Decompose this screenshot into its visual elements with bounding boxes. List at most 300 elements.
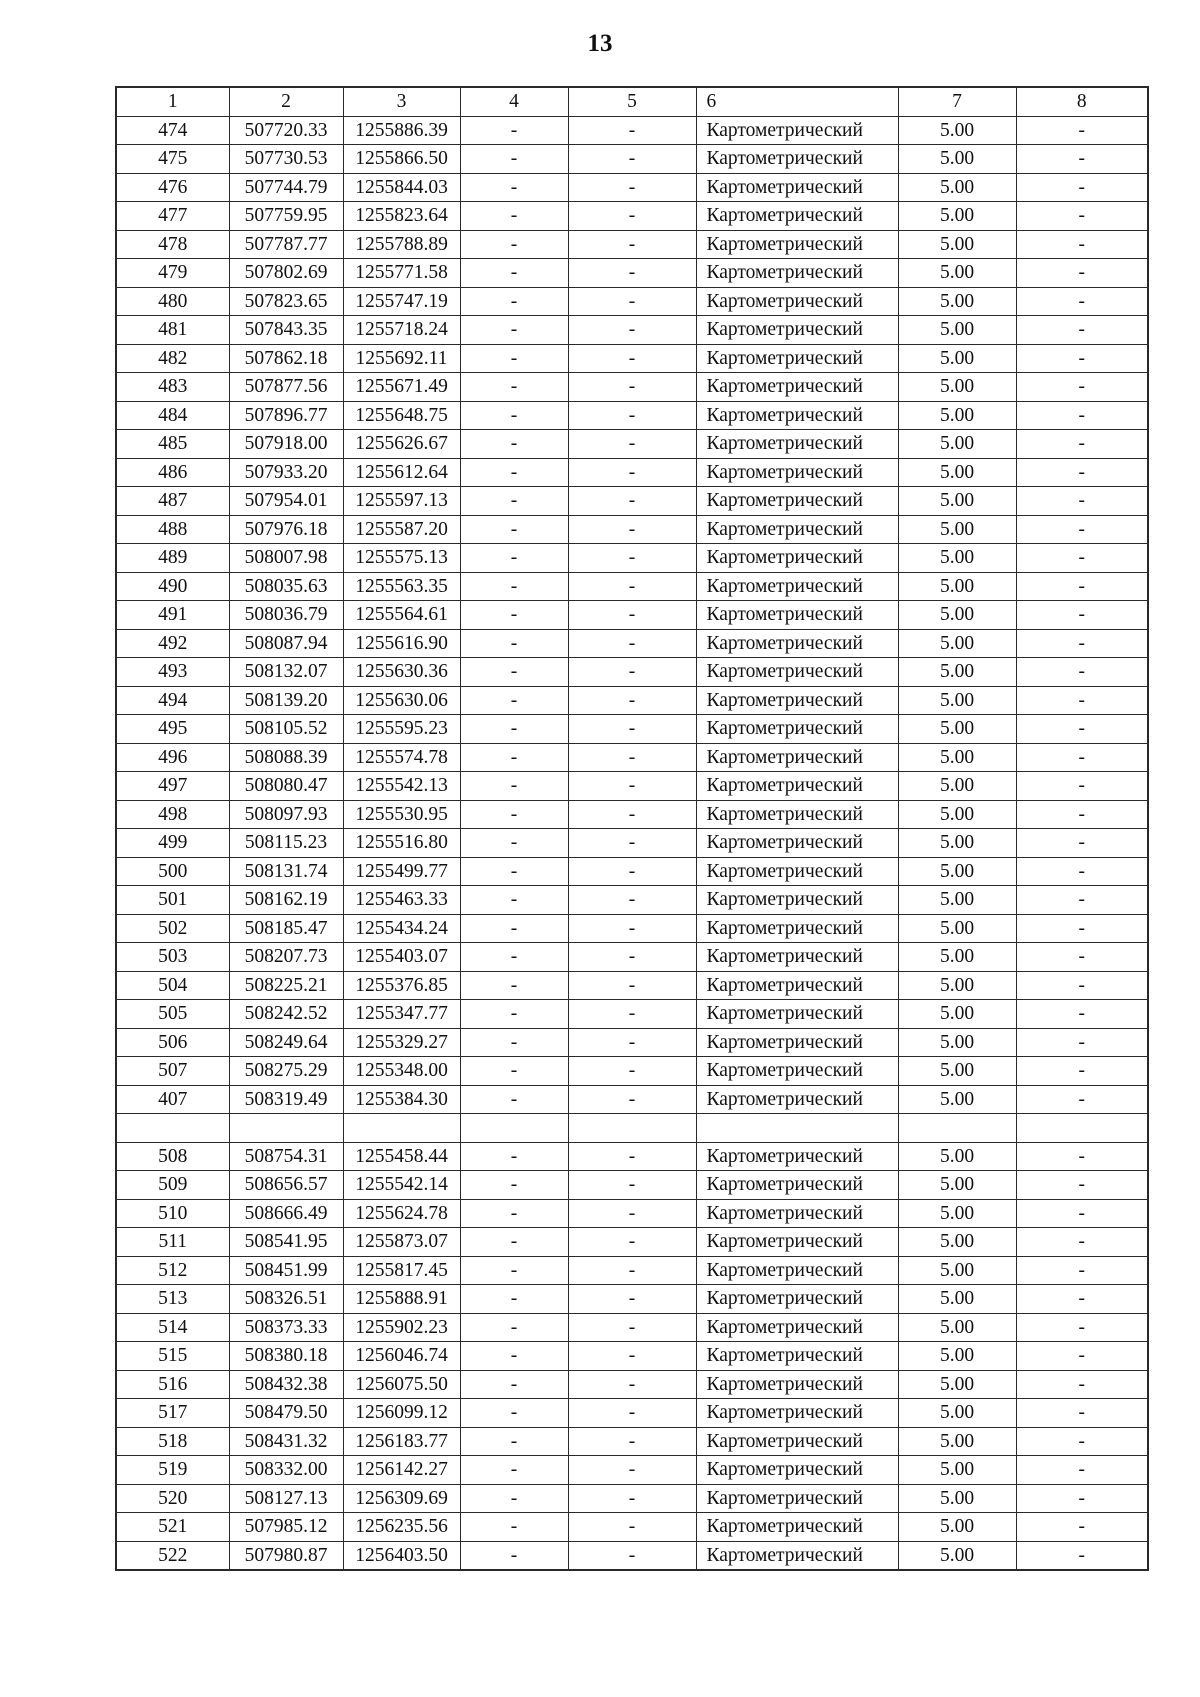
column-4-cell: 4 (460, 87, 568, 116)
column-5-cell: - (568, 401, 696, 430)
point-number-cell: 497 (116, 772, 229, 801)
method-cell: 6 (696, 87, 898, 116)
column-4-cell: - (460, 743, 568, 772)
y-coordinate-cell: 1255587.20 (343, 515, 460, 544)
point-number-cell (116, 1114, 229, 1143)
x-coordinate-cell: 508242.52 (229, 1000, 343, 1029)
y-coordinate-cell: 1255718.24 (343, 316, 460, 345)
column-5-cell: - (568, 1427, 696, 1456)
table-row (116, 316, 1148, 345)
column-8-cell: - (1016, 829, 1148, 858)
table-row (116, 515, 1148, 544)
column-8-cell: - (1016, 1513, 1148, 1542)
column-5-cell: - (568, 173, 696, 202)
column-8-cell: - (1016, 857, 1148, 886)
column-5-cell: - (568, 145, 696, 174)
column-4-cell: - (460, 544, 568, 573)
point-number-cell: 488 (116, 515, 229, 544)
table-row (116, 971, 1148, 1000)
column-4-cell: - (460, 629, 568, 658)
column-8-cell: - (1016, 1285, 1148, 1314)
x-coordinate-cell: 508139.20 (229, 686, 343, 715)
column-4-cell: - (460, 287, 568, 316)
x-coordinate-cell: 508035.63 (229, 572, 343, 601)
method-cell: Картометрический (696, 658, 898, 687)
x-coordinate-cell: 508007.98 (229, 544, 343, 573)
method-cell: Картометрический (696, 1456, 898, 1485)
method-cell: Картометрический (696, 1142, 898, 1171)
point-number-cell: 485 (116, 430, 229, 459)
column-4-cell (460, 1114, 568, 1143)
column-8-cell: - (1016, 259, 1148, 288)
x-coordinate-cell: 508541.95 (229, 1228, 343, 1257)
column-8-cell: - (1016, 629, 1148, 658)
method-cell: Картометрический (696, 1313, 898, 1342)
accuracy-cell: 5.00 (898, 914, 1016, 943)
column-4-cell: - (460, 401, 568, 430)
column-5-cell: - (568, 1085, 696, 1114)
column-4-cell: - (460, 1427, 568, 1456)
x-coordinate-cell: 508036.79 (229, 601, 343, 630)
point-number-cell: 519 (116, 1456, 229, 1485)
column-4-cell: - (460, 1399, 568, 1428)
method-cell: Картометрический (696, 629, 898, 658)
method-cell: Картометрический (696, 686, 898, 715)
x-coordinate-cell: 508432.38 (229, 1370, 343, 1399)
table-row (116, 487, 1148, 516)
accuracy-cell: 5.00 (898, 715, 1016, 744)
column-5-cell: - (568, 800, 696, 829)
table-row (116, 1513, 1148, 1542)
method-cell (696, 1114, 898, 1143)
table-row (116, 886, 1148, 915)
column-8-cell: - (1016, 1484, 1148, 1513)
x-coordinate-cell: 508656.57 (229, 1171, 343, 1200)
column-5-cell: - (568, 259, 696, 288)
y-coordinate-cell: 1256309.69 (343, 1484, 460, 1513)
column-5-cell: - (568, 287, 696, 316)
column-4-cell: - (460, 1000, 568, 1029)
accuracy-cell: 5.00 (898, 1313, 1016, 1342)
y-coordinate-cell: 1255747.19 (343, 287, 460, 316)
x-coordinate-cell: 508080.47 (229, 772, 343, 801)
y-coordinate-cell: 1255648.75 (343, 401, 460, 430)
column-8-cell: - (1016, 886, 1148, 915)
y-coordinate-cell: 1255542.14 (343, 1171, 460, 1200)
x-coordinate-cell: 507759.95 (229, 202, 343, 231)
column-4-cell: - (460, 943, 568, 972)
method-cell: Картометрический (696, 601, 898, 630)
point-number-cell: 506 (116, 1028, 229, 1057)
accuracy-cell: 5.00 (898, 1456, 1016, 1485)
accuracy-cell: 5.00 (898, 1142, 1016, 1171)
column-8-cell: - (1016, 202, 1148, 231)
accuracy-cell: 5.00 (898, 1028, 1016, 1057)
point-number-cell: 520 (116, 1484, 229, 1513)
accuracy-cell: 5.00 (898, 686, 1016, 715)
method-cell: Картометрический (696, 344, 898, 373)
column-4-cell: - (460, 487, 568, 516)
column-8-cell: - (1016, 1342, 1148, 1371)
table-row (116, 601, 1148, 630)
method-cell: Картометрический (696, 572, 898, 601)
y-coordinate-cell: 1255873.07 (343, 1228, 460, 1257)
y-coordinate-cell: 1255542.13 (343, 772, 460, 801)
column-8-cell: 8 (1016, 87, 1148, 116)
x-coordinate-cell: 507823.65 (229, 287, 343, 316)
x-coordinate-cell: 507896.77 (229, 401, 343, 430)
y-coordinate-cell: 1256046.74 (343, 1342, 460, 1371)
column-5-cell: - (568, 1057, 696, 1086)
column-8-cell: - (1016, 1028, 1148, 1057)
x-coordinate-cell: 508326.51 (229, 1285, 343, 1314)
x-coordinate-cell: 508207.73 (229, 943, 343, 972)
table-row (116, 1228, 1148, 1257)
column-8-cell: - (1016, 1256, 1148, 1285)
method-cell: Картометрический (696, 1513, 898, 1542)
column-8-cell: - (1016, 601, 1148, 630)
column-4-cell: - (460, 230, 568, 259)
method-cell: Картометрический (696, 230, 898, 259)
point-number-cell: 512 (116, 1256, 229, 1285)
y-coordinate-cell: 1255458.44 (343, 1142, 460, 1171)
accuracy-cell: 5.00 (898, 1541, 1016, 1570)
method-cell: Картометрический (696, 857, 898, 886)
column-8-cell: - (1016, 1228, 1148, 1257)
column-8-cell: - (1016, 1057, 1148, 1086)
accuracy-cell: 5.00 (898, 772, 1016, 801)
accuracy-cell: 5.00 (898, 230, 1016, 259)
x-coordinate-cell: 508162.19 (229, 886, 343, 915)
page-number: 13 (587, 30, 613, 57)
accuracy-cell: 5.00 (898, 145, 1016, 174)
column-8-cell: - (1016, 458, 1148, 487)
column-4-cell: - (460, 601, 568, 630)
method-cell: Картометрический (696, 316, 898, 345)
table-row (116, 658, 1148, 687)
y-coordinate-cell: 1256235.56 (343, 1513, 460, 1542)
accuracy-cell: 5.00 (898, 344, 1016, 373)
x-coordinate-cell: 507933.20 (229, 458, 343, 487)
column-8-cell: - (1016, 173, 1148, 202)
column-4-cell: - (460, 373, 568, 402)
accuracy-cell: 5.00 (898, 601, 1016, 630)
column-8-cell: - (1016, 1142, 1148, 1171)
table-row (116, 943, 1148, 972)
column-5-cell: - (568, 772, 696, 801)
table-row (116, 259, 1148, 288)
method-cell: Картометрический (696, 1399, 898, 1428)
method-cell: Картометрический (696, 515, 898, 544)
column-4-cell: - (460, 1256, 568, 1285)
column-5-cell: - (568, 686, 696, 715)
column-4-cell: - (460, 800, 568, 829)
x-coordinate-cell: 508479.50 (229, 1399, 343, 1428)
column-8-cell: - (1016, 230, 1148, 259)
column-4-cell: - (460, 1513, 568, 1542)
column-4-cell: - (460, 1285, 568, 1314)
accuracy-cell: 5.00 (898, 886, 1016, 915)
accuracy-cell: 7 (898, 87, 1016, 116)
method-cell: Картометрический (696, 1256, 898, 1285)
accuracy-cell: 5.00 (898, 743, 1016, 772)
point-number-cell: 505 (116, 1000, 229, 1029)
accuracy-cell: 5.00 (898, 1256, 1016, 1285)
column-8-cell: - (1016, 772, 1148, 801)
point-number-cell: 492 (116, 629, 229, 658)
x-coordinate-cell: 507744.79 (229, 173, 343, 202)
column-5-cell: - (568, 458, 696, 487)
x-coordinate-cell: 507918.00 (229, 430, 343, 459)
table-row (116, 1028, 1148, 1057)
y-coordinate-cell: 1255844.03 (343, 173, 460, 202)
table-row (116, 857, 1148, 886)
accuracy-cell: 5.00 (898, 401, 1016, 430)
column-8-cell: - (1016, 658, 1148, 687)
point-number-cell: 490 (116, 572, 229, 601)
column-5-cell (568, 1114, 696, 1143)
method-cell: Картометрический (696, 487, 898, 516)
column-5-cell: - (568, 373, 696, 402)
x-coordinate-cell: 508754.31 (229, 1142, 343, 1171)
accuracy-cell: 5.00 (898, 287, 1016, 316)
point-number-cell: 476 (116, 173, 229, 202)
column-4-cell: - (460, 344, 568, 373)
column-4-cell: - (460, 658, 568, 687)
column-4-cell: - (460, 1085, 568, 1114)
method-cell: Картометрический (696, 971, 898, 1000)
x-coordinate-cell: 508127.13 (229, 1484, 343, 1513)
y-coordinate-cell: 1255771.58 (343, 259, 460, 288)
x-coordinate-cell: 507985.12 (229, 1513, 343, 1542)
x-coordinate-cell (229, 1114, 343, 1143)
point-number-cell: 477 (116, 202, 229, 231)
accuracy-cell: 5.00 (898, 202, 1016, 231)
table-row (116, 1199, 1148, 1228)
accuracy-cell: 5.00 (898, 1399, 1016, 1428)
accuracy-cell: 5.00 (898, 1342, 1016, 1371)
accuracy-cell: 5.00 (898, 1171, 1016, 1200)
column-5-cell: - (568, 914, 696, 943)
accuracy-cell: 5.00 (898, 629, 1016, 658)
y-coordinate-cell: 1255347.77 (343, 1000, 460, 1029)
x-coordinate-cell: 508373.33 (229, 1313, 343, 1342)
point-number-cell: 504 (116, 971, 229, 1000)
y-coordinate-cell: 1255886.39 (343, 116, 460, 145)
column-5-cell: - (568, 1342, 696, 1371)
point-number-cell: 474 (116, 116, 229, 145)
column-8-cell: - (1016, 1399, 1148, 1428)
y-coordinate-cell: 1255563.35 (343, 572, 460, 601)
point-number-cell: 518 (116, 1427, 229, 1456)
column-5-cell: - (568, 1171, 696, 1200)
method-cell: Картометрический (696, 1427, 898, 1456)
column-8-cell: - (1016, 316, 1148, 345)
point-number-cell: 503 (116, 943, 229, 972)
column-4-cell: - (460, 572, 568, 601)
column-4-cell: - (460, 116, 568, 145)
column-4-cell: - (460, 173, 568, 202)
column-4-cell: - (460, 1313, 568, 1342)
point-number-cell: 479 (116, 259, 229, 288)
table-row (116, 1313, 1148, 1342)
point-number-cell: 493 (116, 658, 229, 687)
column-4-cell: - (460, 1057, 568, 1086)
point-number-cell: 494 (116, 686, 229, 715)
accuracy-cell: 5.00 (898, 1513, 1016, 1542)
table-row (116, 1541, 1148, 1570)
column-5-cell: - (568, 1256, 696, 1285)
table-row (116, 829, 1148, 858)
accuracy-cell (898, 1114, 1016, 1143)
accuracy-cell: 5.00 (898, 1199, 1016, 1228)
column-8-cell: - (1016, 914, 1148, 943)
column-5-cell: - (568, 202, 696, 231)
y-coordinate-cell: 1255823.64 (343, 202, 460, 231)
method-cell: Картометрический (696, 1028, 898, 1057)
column-8-cell: - (1016, 401, 1148, 430)
table-row (116, 1427, 1148, 1456)
column-4-cell: - (460, 430, 568, 459)
accuracy-cell: 5.00 (898, 316, 1016, 345)
method-cell: Картометрический (696, 1342, 898, 1371)
point-number-cell: 507 (116, 1057, 229, 1086)
table-row (116, 145, 1148, 174)
y-coordinate-cell: 1255630.36 (343, 658, 460, 687)
table-row (116, 230, 1148, 259)
x-coordinate-cell: 507843.35 (229, 316, 343, 345)
column-8-cell: - (1016, 287, 1148, 316)
column-4-cell: - (460, 1541, 568, 1570)
column-4-cell: - (460, 772, 568, 801)
column-4-cell: - (460, 202, 568, 231)
method-cell: Картометрический (696, 1541, 898, 1570)
column-8-cell: - (1016, 430, 1148, 459)
method-cell: Картометрический (696, 145, 898, 174)
x-coordinate-cell: 507862.18 (229, 344, 343, 373)
column-8-cell: - (1016, 943, 1148, 972)
x-coordinate-cell: 508332.00 (229, 1456, 343, 1485)
column-8-cell: - (1016, 1313, 1148, 1342)
column-4-cell: - (460, 1370, 568, 1399)
method-cell: Картометрический (696, 1000, 898, 1029)
point-number-cell: 498 (116, 800, 229, 829)
column-5-cell: - (568, 1313, 696, 1342)
accuracy-cell: 5.00 (898, 1000, 1016, 1029)
y-coordinate-cell: 1256075.50 (343, 1370, 460, 1399)
y-coordinate-cell: 1255616.90 (343, 629, 460, 658)
x-coordinate-cell: 508087.94 (229, 629, 343, 658)
point-number-cell: 478 (116, 230, 229, 259)
column-4-cell: - (460, 1142, 568, 1171)
y-coordinate-cell: 1255866.50 (343, 145, 460, 174)
column-5-cell: - (568, 1285, 696, 1314)
column-5-cell: - (568, 230, 696, 259)
table-row (116, 629, 1148, 658)
y-coordinate-cell: 1255384.30 (343, 1085, 460, 1114)
accuracy-cell: 5.00 (898, 259, 1016, 288)
point-number-cell: 500 (116, 857, 229, 886)
column-5-cell: - (568, 316, 696, 345)
accuracy-cell: 5.00 (898, 487, 1016, 516)
accuracy-cell: 5.00 (898, 116, 1016, 145)
column-5-cell: - (568, 1142, 696, 1171)
column-8-cell (1016, 1114, 1148, 1143)
column-8-cell: - (1016, 715, 1148, 744)
table-row (116, 173, 1148, 202)
x-coordinate-cell: 507877.56 (229, 373, 343, 402)
column-4-cell: - (460, 971, 568, 1000)
table-row (116, 1171, 1148, 1200)
point-number-cell: 407 (116, 1085, 229, 1114)
point-number-cell: 482 (116, 344, 229, 373)
method-cell: Картометрический (696, 1285, 898, 1314)
accuracy-cell: 5.00 (898, 1427, 1016, 1456)
method-cell: Картометрический (696, 1370, 898, 1399)
x-coordinate-cell: 508185.47 (229, 914, 343, 943)
column-4-cell: - (460, 914, 568, 943)
method-cell: Картометрический (696, 1199, 898, 1228)
point-number-cell: 486 (116, 458, 229, 487)
column-5-cell: - (568, 1513, 696, 1542)
x-coordinate-cell: 508249.64 (229, 1028, 343, 1057)
column-4-cell: - (460, 515, 568, 544)
column-5-cell: - (568, 1541, 696, 1570)
table-row (116, 1456, 1148, 1485)
y-coordinate-cell: 3 (343, 87, 460, 116)
point-number-cell: 483 (116, 373, 229, 402)
column-5-cell: - (568, 572, 696, 601)
method-cell: Картометрический (696, 1085, 898, 1114)
column-8-cell: - (1016, 971, 1148, 1000)
y-coordinate-cell: 1255624.78 (343, 1199, 460, 1228)
method-cell: Картометрический (696, 430, 898, 459)
column-8-cell: - (1016, 544, 1148, 573)
table-row (116, 544, 1148, 573)
accuracy-cell: 5.00 (898, 373, 1016, 402)
column-4-cell: - (460, 1171, 568, 1200)
method-cell: Картометрический (696, 1484, 898, 1513)
table-row (116, 287, 1148, 316)
y-coordinate-cell: 1255516.80 (343, 829, 460, 858)
point-number-cell: 513 (116, 1285, 229, 1314)
x-coordinate-cell: 507980.87 (229, 1541, 343, 1570)
x-coordinate-cell: 508131.74 (229, 857, 343, 886)
y-coordinate-cell: 1255574.78 (343, 743, 460, 772)
column-4-cell: - (460, 829, 568, 858)
y-coordinate-cell: 1255463.33 (343, 886, 460, 915)
y-coordinate-cell: 1256099.12 (343, 1399, 460, 1428)
column-8-cell: - (1016, 686, 1148, 715)
accuracy-cell: 5.00 (898, 544, 1016, 573)
x-coordinate-cell: 507802.69 (229, 259, 343, 288)
x-coordinate-cell: 507787.77 (229, 230, 343, 259)
x-coordinate-cell: 508105.52 (229, 715, 343, 744)
accuracy-cell: 5.00 (898, 1057, 1016, 1086)
coordinates-table (115, 86, 1149, 1571)
column-5-cell: - (568, 544, 696, 573)
column-4-cell: - (460, 1199, 568, 1228)
column-5-cell: - (568, 943, 696, 972)
column-5-cell: - (568, 1199, 696, 1228)
x-coordinate-cell: 508132.07 (229, 658, 343, 687)
method-cell: Картометрический (696, 287, 898, 316)
column-8-cell: - (1016, 1085, 1148, 1114)
accuracy-cell: 5.00 (898, 857, 1016, 886)
column-5-cell: - (568, 601, 696, 630)
point-number-cell: 487 (116, 487, 229, 516)
method-cell: Картометрический (696, 458, 898, 487)
